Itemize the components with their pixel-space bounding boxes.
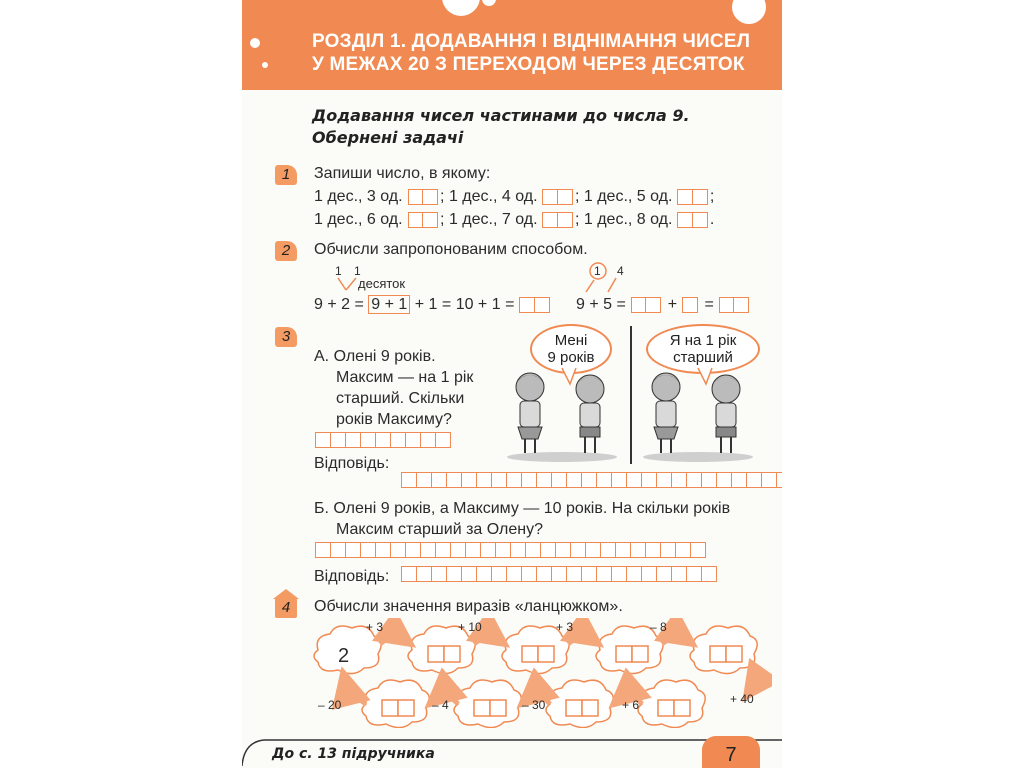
chapter-banner: [242, 0, 782, 90]
workbook-page: [242, 0, 782, 768]
decor-circle: [250, 38, 260, 48]
task3a-line2: Максим — на 1 рік: [336, 369, 474, 386]
task-number-badge: 3: [275, 327, 297, 347]
chain-operation: + 10: [458, 620, 482, 634]
equation-left: [314, 296, 552, 314]
speech-text: 9 років: [547, 349, 595, 366]
chapter-title-line1: РОЗДІЛ 1. ДОДАВАННЯ І ВІДНІМАННЯ ЧИСЕЛ: [312, 31, 751, 52]
chapter-title-line2: У МЕЖАХ 20 З ПЕРЕХОДОМ ЧЕРЕЗ ДЕСЯТОК: [312, 54, 745, 75]
equation-right: [576, 296, 751, 314]
answer-boxes[interactable]: [521, 296, 550, 314]
task3b-line1: Б. Олені 9 років, а Максиму — 10 років. На скільки років: [314, 500, 731, 517]
answer-boxes[interactable]: [684, 296, 699, 314]
task1-row2: [314, 211, 714, 229]
task2-prompt: Обчисли запропонованим способом.: [314, 241, 588, 258]
task1-item: ; 1 дес., 5 од.: [574, 188, 673, 206]
task1-row1: [314, 188, 714, 206]
speech-text: Мені: [554, 332, 588, 349]
task1-item: ; 1 дес., 4 од.: [440, 188, 538, 206]
chain-operation: – 20: [318, 698, 342, 712]
task1-item: ; 1 дес., 7 од.: [440, 211, 538, 229]
equation-part: 9 + 5 =: [576, 296, 626, 314]
answer-grid[interactable]: [402, 472, 782, 488]
task3a-line1: А. Олені 9 років.: [314, 348, 436, 365]
chain-operation: + 6: [622, 698, 640, 712]
task1-item: 1 дес., 6 од.: [314, 211, 403, 229]
solution-grid[interactable]: [316, 542, 706, 558]
answer-label: Відповідь:: [314, 455, 390, 472]
task3a-line4: років Максиму?: [336, 411, 452, 428]
footer-note: До с. 13 підручника: [272, 746, 435, 762]
equation-part: + 1 = 10 + 1 =: [414, 296, 515, 314]
task1-item: ; 1 дес., 8 од.: [574, 211, 673, 229]
chain-operation: – 4: [432, 698, 449, 712]
chapter-title: [312, 30, 772, 76]
chain-operation: – 30: [522, 698, 546, 712]
task1-item: .: [709, 211, 715, 229]
boxed-sum: 9 + 1: [368, 295, 410, 314]
answer-boxes[interactable]: [632, 296, 661, 314]
decor-circle: [442, 0, 480, 16]
chain-operation: + 3: [556, 620, 574, 634]
split-digit: 1: [335, 264, 342, 278]
answer-boxes[interactable]: [679, 188, 708, 206]
equation-part: 9 + 2 =: [314, 296, 364, 314]
answer-boxes[interactable]: [544, 211, 573, 229]
lesson-title-line1: Додавання чисел частинами до числа 9.: [312, 106, 690, 125]
children-illustration-left: [502, 365, 622, 465]
task4-prompt: Обчисли значення виразів «ланцюжком».: [314, 598, 623, 615]
split-digit: 1: [594, 264, 601, 278]
page-number: 7: [702, 736, 760, 768]
lesson-title: [312, 105, 690, 149]
children-illustration-right: [638, 365, 758, 465]
lesson-title-line2: Обернені задачі: [312, 128, 464, 147]
tens-label: десяток: [358, 276, 406, 291]
equation-part: +: [667, 296, 678, 314]
equation-part: =: [704, 296, 714, 314]
chain-operation: + 3: [366, 620, 384, 634]
task3b-line2: Максим старший за Олену?: [336, 521, 543, 538]
solution-grid[interactable]: [316, 432, 451, 448]
speech-text: Я на 1 рік: [669, 332, 737, 349]
answer-boxes[interactable]: [409, 211, 438, 229]
task-number-badge: 2: [275, 241, 297, 261]
chain-operation: + 40: [730, 692, 754, 706]
decor-circle: [482, 0, 496, 6]
answer-label: Відповідь:: [314, 568, 390, 585]
task3a-line3: старший. Скільки: [336, 390, 465, 407]
chain-start-value: 2: [338, 645, 350, 667]
answer-boxes[interactable]: [720, 296, 749, 314]
split-diagram-right: [582, 262, 632, 296]
task1-prompt: Запиши число, в якому:: [314, 165, 491, 182]
decor-circle: [732, 0, 766, 24]
answer-boxes[interactable]: [679, 211, 708, 229]
split-digit: 4: [617, 264, 624, 278]
answer-boxes[interactable]: [409, 188, 438, 206]
task-number-badge: 4: [275, 598, 297, 618]
split-digit: 1: [354, 264, 361, 278]
answer-grid[interactable]: [402, 566, 717, 582]
decor-circle: [262, 62, 268, 68]
speech-text: старший: [673, 349, 733, 366]
answer-boxes[interactable]: [544, 188, 573, 206]
task-number-badge: 1: [275, 165, 297, 185]
chain-operation: – 8: [650, 620, 667, 634]
task1-item: ;: [709, 188, 715, 206]
task1-item: 1 дес., 3 од.: [314, 188, 403, 206]
illustration-divider: [630, 326, 632, 464]
